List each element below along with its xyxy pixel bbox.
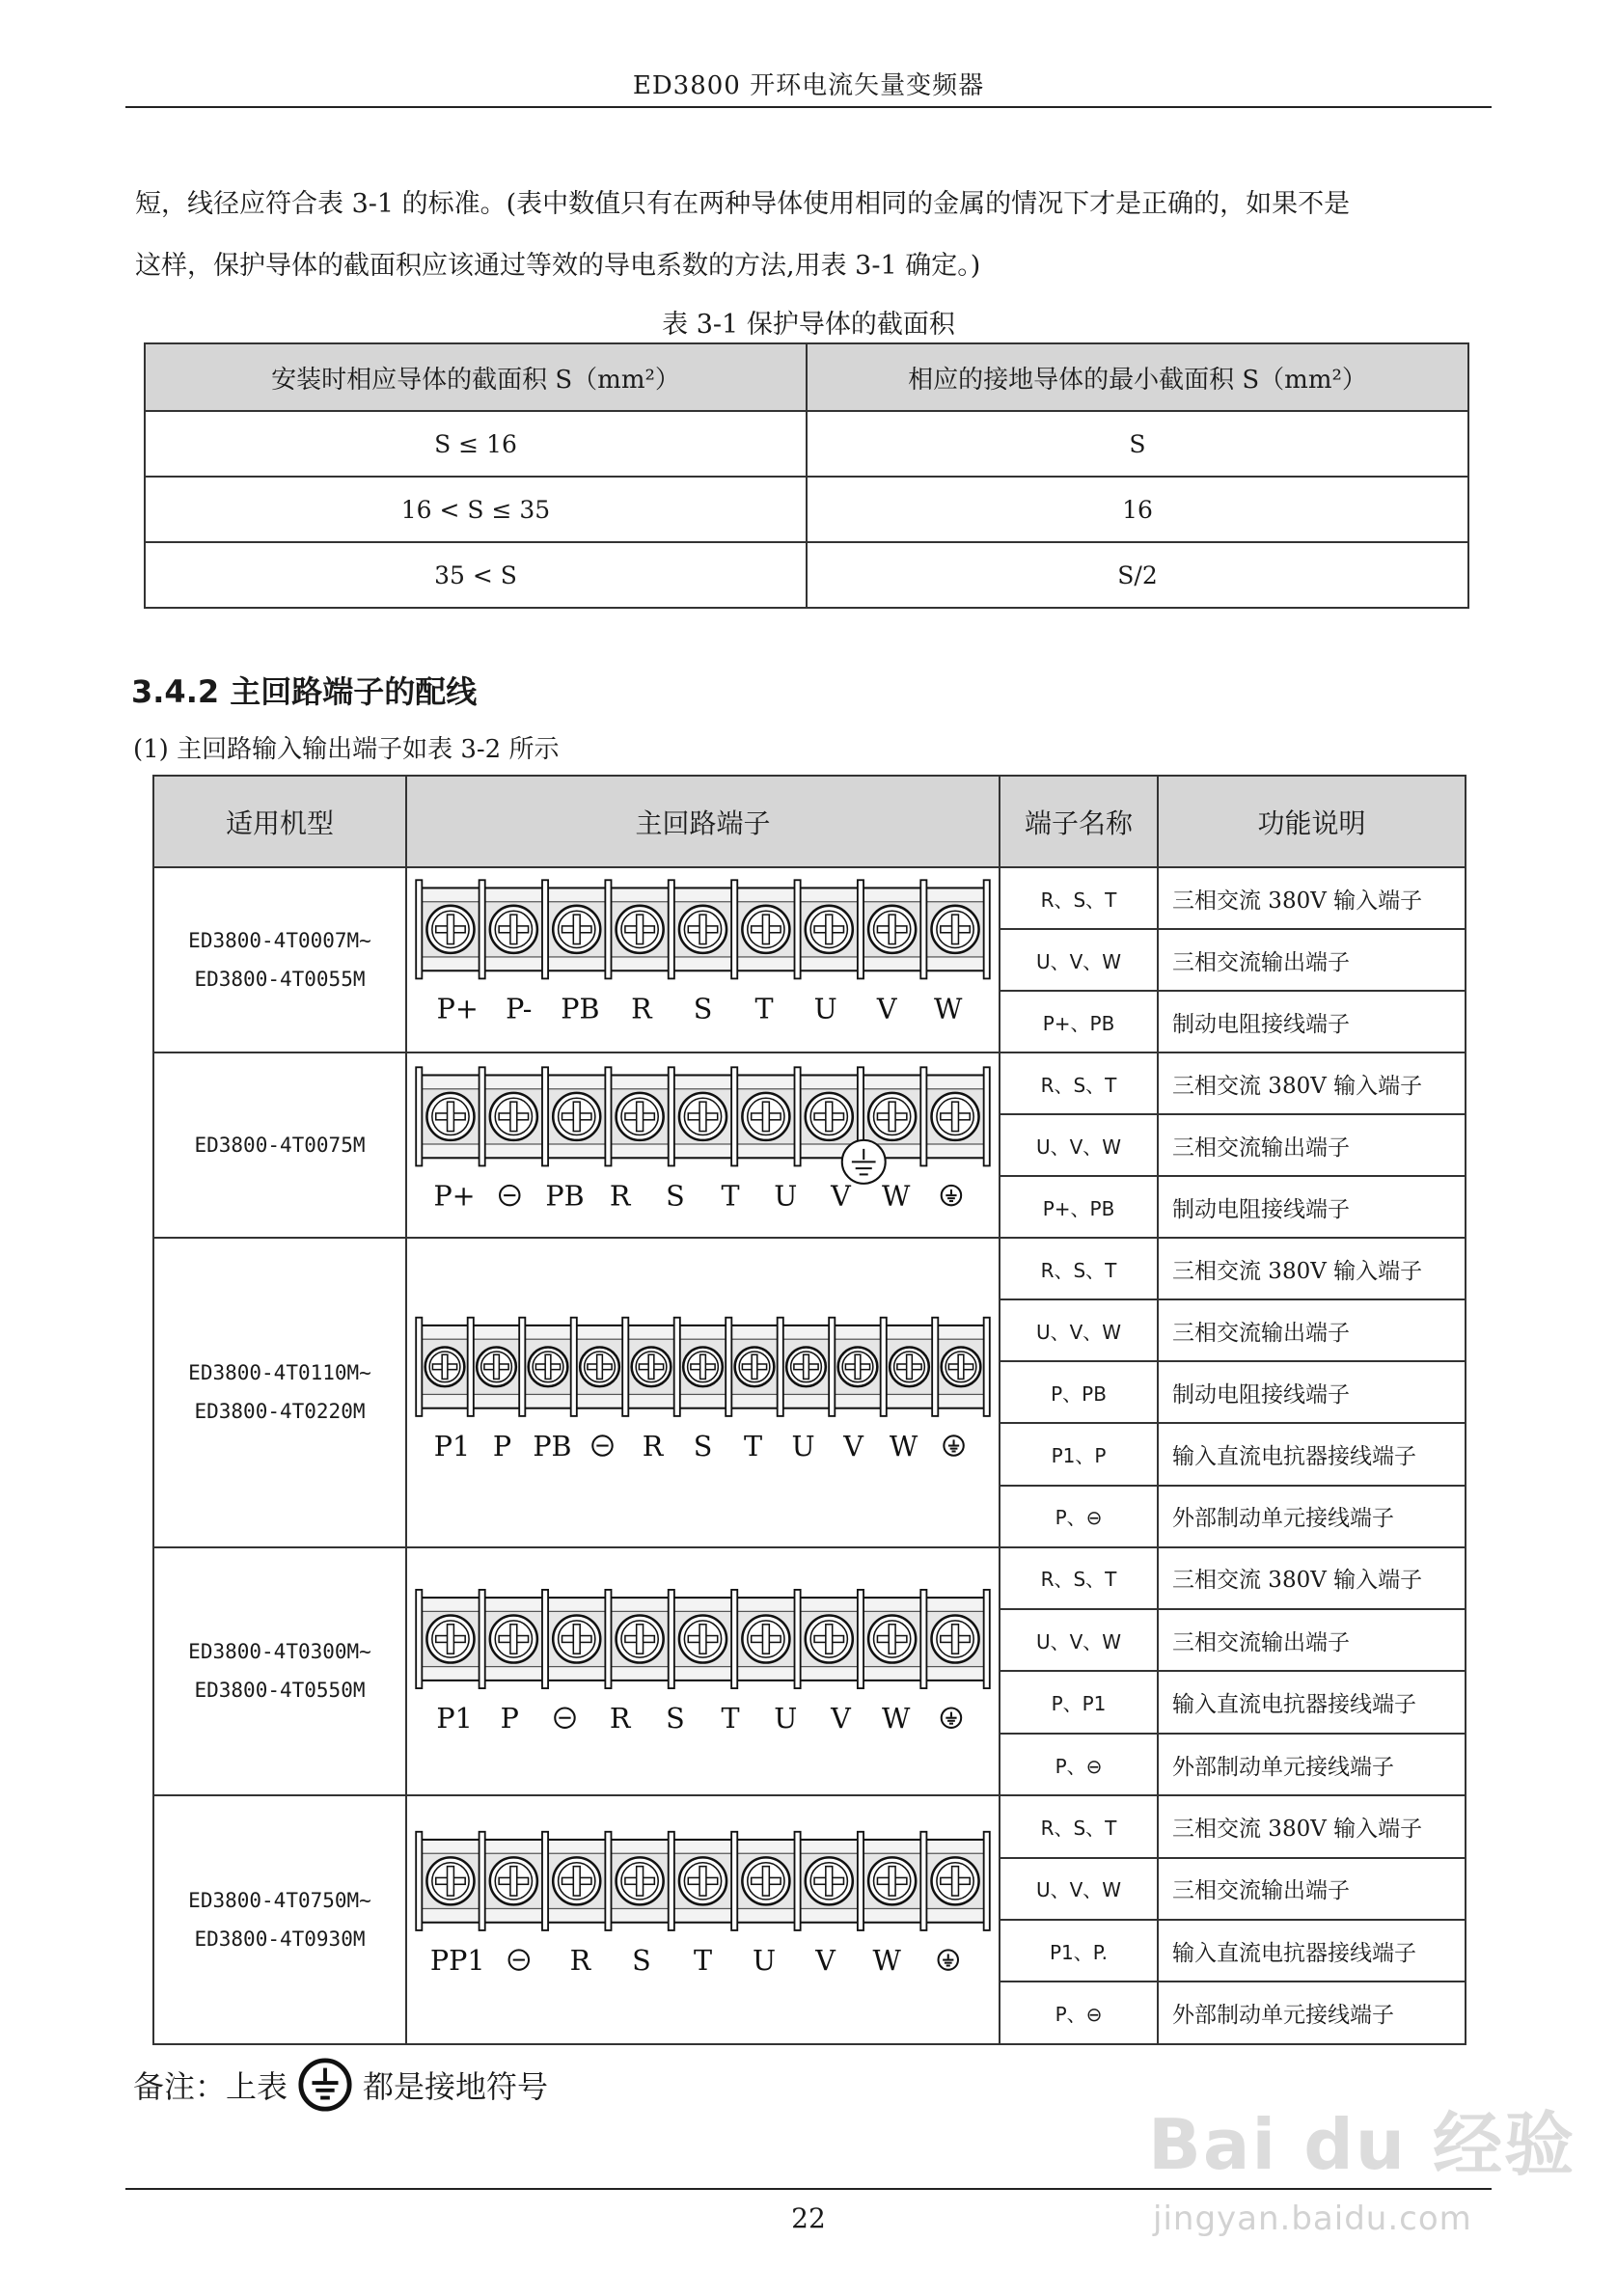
model-line-1: ED3800-4T0007M~ xyxy=(188,929,371,952)
terminal-name: R、S、T xyxy=(1000,867,1158,929)
terminal-block xyxy=(416,880,990,1025)
terminal-name: P+、PB xyxy=(1000,1176,1158,1238)
terminal-label: T xyxy=(721,1179,740,1213)
terminal-block xyxy=(416,1318,990,1462)
terminal-block xyxy=(416,1067,990,1212)
terminal-label: U xyxy=(753,1943,777,1977)
terminal-function: 三相交流 380V 输入端子 xyxy=(1158,1795,1466,1857)
terminal-name: U、V、W xyxy=(1000,1858,1158,1920)
terminal-block-svg xyxy=(407,868,999,1052)
table-3-1 xyxy=(144,342,1469,609)
model-cell xyxy=(153,867,406,1052)
terminal-label: S xyxy=(693,992,713,1025)
terminal-label: R xyxy=(642,1429,664,1462)
terminal-label: P1 xyxy=(436,1701,473,1735)
watermark-url: jingyan.baidu.com xyxy=(1153,2200,1472,2238)
terminal-name: P、⊖ xyxy=(1000,1486,1158,1547)
table-cell: S/2 xyxy=(807,542,1468,608)
terminal-name: U、V、W xyxy=(1000,1299,1158,1361)
terminal-function: 制动电阻接线端子 xyxy=(1158,1176,1466,1238)
terminal-name: P1、P xyxy=(1000,1423,1158,1485)
table32-header-model: 适用机型 xyxy=(153,776,406,867)
terminal-label: T xyxy=(693,1943,713,1977)
terminal-label: U xyxy=(774,1179,798,1213)
model-line-2: ED3800-4T0220M xyxy=(194,1400,366,1424)
terminal-function: 制动电阻接线端子 xyxy=(1158,991,1466,1052)
terminal-label: T xyxy=(721,1701,740,1735)
note-prefix: 备注：上表 xyxy=(133,2068,288,2105)
terminal-function: 外部制动单元接线端子 xyxy=(1158,1982,1466,2043)
table32-header-name: 端子名称 xyxy=(1000,776,1158,867)
terminal-function: 三相交流输出端子 xyxy=(1158,1858,1466,1920)
terminal-label: V xyxy=(831,1701,851,1735)
terminal-function: 三相交流 380V 输入端子 xyxy=(1158,867,1466,929)
terminal-function: 输入直流电抗器接线端子 xyxy=(1158,1423,1466,1485)
terminal-label: T xyxy=(754,992,774,1025)
page-number: 22 xyxy=(791,2202,826,2234)
terminal-name: R、S、T xyxy=(1000,1238,1158,1299)
terminal-diagram xyxy=(406,1052,1000,1238)
terminal-diagram xyxy=(406,1547,1000,1795)
table-cell: S ≤ 16 xyxy=(145,411,807,477)
terminal-label: U xyxy=(791,1429,815,1462)
table31-header-col2: 相应的接地导体的最小截面积 S（mm²） xyxy=(807,343,1468,411)
terminal-label: V xyxy=(831,1179,851,1213)
terminal-name: R、S、T xyxy=(1000,1052,1158,1114)
terminal-diagram xyxy=(406,867,1000,1052)
table-row xyxy=(153,1238,1466,1299)
terminal-label: T xyxy=(743,1429,763,1462)
terminal-label: P+ xyxy=(433,1179,476,1213)
terminal-label: P xyxy=(492,1429,512,1462)
page-header-title: ED3800 开环电流矢量变频器 xyxy=(632,71,985,100)
model-cell xyxy=(153,1547,406,1795)
table32-header-row xyxy=(153,776,1466,867)
model-line-1: ED3800-4T0110M~ xyxy=(188,1361,371,1385)
model-line-1: ED3800-4T0300M~ xyxy=(188,1640,371,1664)
terminal-function: 三相交流输出端子 xyxy=(1158,1114,1466,1176)
table-row xyxy=(145,542,1468,608)
table-cell: 16 < S ≤ 35 xyxy=(145,477,807,542)
header-rule xyxy=(125,106,1492,108)
table-row xyxy=(153,1547,1466,1609)
table-3-2 xyxy=(152,775,1466,2045)
terminal-function: 三相交流 380V 输入端子 xyxy=(1158,1052,1466,1114)
table-row xyxy=(153,1052,1466,1114)
terminal-function: 制动电阻接线端子 xyxy=(1158,1361,1466,1423)
terminal-function: 三相交流输出端子 xyxy=(1158,1299,1466,1361)
terminal-function: 三相交流 380V 输入端子 xyxy=(1158,1238,1466,1299)
model-line-1: ED3800-4T0075M xyxy=(194,1134,366,1158)
model-cell xyxy=(153,1238,406,1547)
terminal-label: P xyxy=(500,1701,519,1735)
terminal-function: 输入直流电抗器接线端子 xyxy=(1158,1671,1466,1733)
terminal-name: P1、P. xyxy=(1000,1920,1158,1982)
watermark-logo: Bai du 经验 xyxy=(1148,2104,1576,2185)
terminal-label: P1 xyxy=(433,1429,471,1462)
terminal-label: W xyxy=(934,992,963,1025)
terminal-name: P、⊖ xyxy=(1000,1982,1158,2043)
terminal-name: P+、PB xyxy=(1000,991,1158,1052)
table-row xyxy=(145,411,1468,477)
terminal-function: 外部制动单元接线端子 xyxy=(1158,1734,1466,1795)
terminal-block-svg xyxy=(407,1548,999,1794)
terminal-name: P、⊖ xyxy=(1000,1734,1158,1795)
terminal-name: R、S、T xyxy=(1000,1795,1158,1857)
table-row xyxy=(153,867,1466,929)
terminal-function: 外部制动单元接线端子 xyxy=(1158,1486,1466,1547)
terminal-function: 三相交流输出端子 xyxy=(1158,1609,1466,1671)
terminal-name: P、PB xyxy=(1000,1361,1158,1423)
terminal-label: V xyxy=(815,1943,836,1977)
section-sub-paragraph: (1) 主回路输入输出端子如表 3-2 所示 xyxy=(133,735,560,764)
terminal-label: V xyxy=(843,1429,863,1462)
terminal-label: U xyxy=(774,1701,798,1735)
terminal-label: W xyxy=(872,1943,901,1977)
terminal-block-svg xyxy=(407,1239,999,1546)
terminal-label: S xyxy=(666,1179,685,1213)
model-line-2: ED3800-4T0550M xyxy=(194,1679,366,1703)
terminal-label: R xyxy=(631,992,652,1025)
terminal-block-svg xyxy=(407,1796,999,2042)
terminal-label: S xyxy=(666,1701,685,1735)
terminal-name: U、V、W xyxy=(1000,1114,1158,1176)
terminal-name: U、V、W xyxy=(1000,929,1158,991)
terminal-label: W xyxy=(882,1701,911,1735)
terminal-name: U、V、W xyxy=(1000,1609,1158,1671)
terminal-block xyxy=(416,1832,990,1977)
table32-header-function: 功能说明 xyxy=(1158,776,1466,867)
terminal-block xyxy=(416,1590,990,1735)
table31-header-row xyxy=(145,343,1468,411)
terminal-label: S xyxy=(693,1429,713,1462)
terminal-name: P、P1 xyxy=(1000,1671,1158,1733)
section-title: 3.4.2 主回路端子的配线 xyxy=(131,673,478,710)
terminal-function: 输入直流电抗器接线端子 xyxy=(1158,1920,1466,1982)
table-cell: 16 xyxy=(807,477,1468,542)
terminal-label: U xyxy=(813,992,837,1025)
terminal-function: 三相交流输出端子 xyxy=(1158,929,1466,991)
table-row xyxy=(145,477,1468,542)
intro-line-1: 短，线径应符合表 3-1 的标准。(表中数值只有在两种导体使用相同的金属的情况下才是正确的，如果不是 xyxy=(135,189,1351,219)
ground-symbol-icon xyxy=(297,2057,353,2113)
terminal-label: P+ xyxy=(436,992,479,1025)
model-line-2: ED3800-4T0930M xyxy=(194,1927,366,1951)
terminal-label: V xyxy=(876,992,897,1025)
terminal-label: W xyxy=(882,1179,911,1213)
terminal-function: 三相交流 380V 输入端子 xyxy=(1158,1547,1466,1609)
table31-header-col1: 安装时相应导体的截面积 S（mm²） xyxy=(145,343,807,411)
terminal-label: R xyxy=(609,1701,631,1735)
terminal-block-svg xyxy=(407,1053,999,1237)
terminal-label: W xyxy=(889,1429,918,1462)
model-line-2: ED3800-4T0055M xyxy=(194,968,366,991)
table-row xyxy=(153,1795,1466,1857)
note xyxy=(133,2057,548,2113)
terminal-label: PB xyxy=(545,1179,585,1213)
model-cell xyxy=(153,1052,406,1238)
table-cell: S xyxy=(807,411,1468,477)
table-cell: 35 < S xyxy=(145,542,807,608)
terminal-diagram xyxy=(406,1238,1000,1547)
terminal-diagram xyxy=(406,1795,1000,2043)
table31-caption: 表 3-1 保护导体的截面积 xyxy=(662,310,955,340)
model-cell xyxy=(153,1795,406,2043)
terminal-label: S xyxy=(632,1943,651,1977)
model-line-1: ED3800-4T0750M~ xyxy=(188,1888,371,1912)
terminal-label: R xyxy=(569,1943,591,1977)
intro-line-2: 这样，保护导体的截面积应该通过等效的导电系数的方法,用表 3-1 确定。) xyxy=(135,251,981,281)
terminal-name: R、S、T xyxy=(1000,1547,1158,1609)
table32-header-terminal: 主回路端子 xyxy=(406,776,1000,867)
terminal-label: P- xyxy=(506,992,533,1025)
note-suffix: 都是接地符号 xyxy=(363,2068,549,2105)
terminal-label: PB xyxy=(561,992,600,1025)
terminal-label: PP1 xyxy=(429,1943,485,1977)
terminal-label: PB xyxy=(533,1429,572,1462)
terminal-label: R xyxy=(609,1179,631,1213)
